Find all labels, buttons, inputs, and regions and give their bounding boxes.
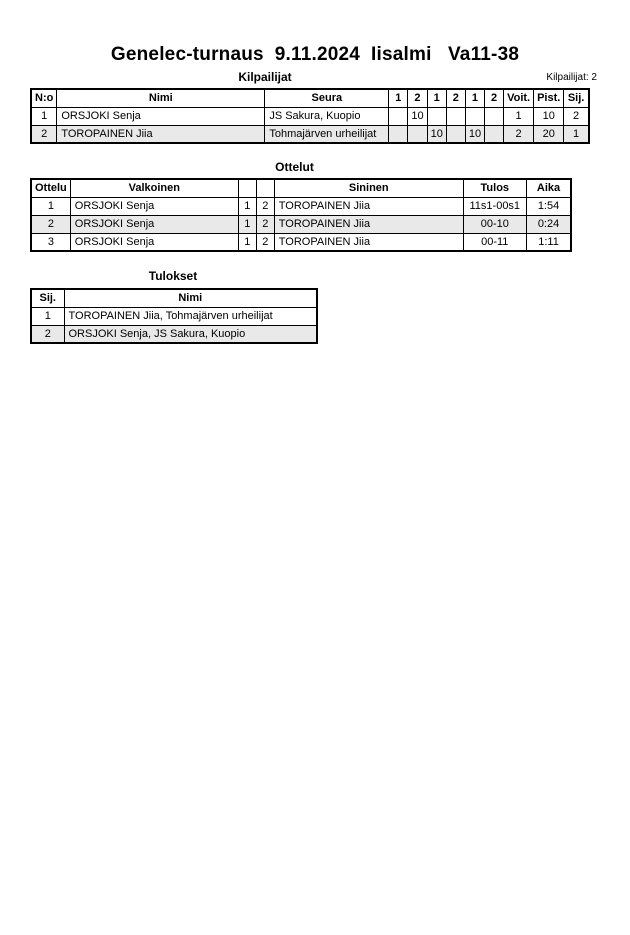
competitor-row — [31, 107, 589, 125]
col-blank-1 — [238, 179, 256, 197]
cell-sij: 1 — [31, 307, 64, 325]
ottelut-header-row — [31, 179, 571, 197]
cell-sij: 2 — [31, 325, 64, 343]
cell-round-5 — [465, 107, 484, 125]
cell-white-number: 1 — [238, 197, 256, 215]
cell-seura: Tohmajärven urheilijat — [265, 125, 389, 143]
cell-aika: 1:54 — [526, 197, 571, 215]
kilpailijat-header-row — [31, 89, 589, 107]
cell-blue-number: 2 — [256, 233, 274, 251]
tulokset-header-row — [31, 289, 317, 307]
col-no: N:o — [31, 89, 57, 107]
cell-nimi: TOROPAINEN Jiia — [57, 125, 265, 143]
cell-white-number: 1 — [238, 233, 256, 251]
match-row — [31, 233, 571, 251]
cell-round-6 — [485, 125, 504, 143]
col-sininen: Sininen — [274, 179, 463, 197]
col-blank-2 — [256, 179, 274, 197]
col-round-5: 1 — [465, 89, 484, 107]
cell-tulos: 11s1-00s1 — [463, 197, 526, 215]
cell-voit: 2 — [504, 125, 534, 143]
cell-pist: 20 — [534, 125, 564, 143]
kilpailijat-heading-row — [0, 70, 630, 85]
cell-ottelu: 1 — [31, 197, 70, 215]
cell-nimi: TOROPAINEN Jiia, Tohmajärven urheilijat — [64, 307, 317, 325]
kilpailijat-table — [30, 88, 590, 144]
col-voit: Voit. — [504, 89, 534, 107]
cell-round-2: 10 — [408, 107, 427, 125]
cell-nimi: ORSJOKI Senja — [57, 107, 265, 125]
cell-round-3 — [427, 107, 446, 125]
cell-aika: 1:11 — [526, 233, 571, 251]
col-round-4: 2 — [446, 89, 465, 107]
match-row — [31, 215, 571, 233]
cell-blue-number: 2 — [256, 197, 274, 215]
cell-pist: 10 — [534, 107, 564, 125]
col-nimi: Nimi — [57, 89, 265, 107]
cell-voit: 1 — [504, 107, 534, 125]
col-nimi: Nimi — [64, 289, 317, 307]
cell-sij: 2 — [564, 107, 589, 125]
ottelut-heading: Ottelut — [275, 160, 314, 174]
ottelut-table — [30, 178, 572, 252]
cell-sininen: TOROPAINEN Jiia — [274, 197, 463, 215]
cell-sij: 1 — [564, 125, 589, 143]
result-row — [31, 307, 317, 325]
cell-valkoinen: ORSJOKI Senja — [70, 197, 238, 215]
col-tulos: Tulos — [463, 179, 526, 197]
cell-sininen: TOROPAINEN Jiia — [274, 233, 463, 251]
competitor-row — [31, 125, 589, 143]
cell-round-4 — [446, 107, 465, 125]
col-round-1: 1 — [389, 89, 408, 107]
tulokset-table — [30, 288, 318, 344]
tulokset-heading: Tulokset — [148, 269, 198, 283]
col-pist: Pist. — [534, 89, 564, 107]
cell-tulos: 00-11 — [463, 233, 526, 251]
cell-round-6 — [485, 107, 504, 125]
cell-valkoinen: ORSJOKI Senja — [70, 215, 238, 233]
col-seura: Seura — [265, 89, 389, 107]
result-row — [31, 325, 317, 343]
cell-blue-number: 2 — [256, 215, 274, 233]
cell-round-1 — [389, 125, 408, 143]
kilpailijat-heading: Kilpailijat — [238, 70, 292, 84]
cell-white-number: 1 — [238, 215, 256, 233]
col-round-6: 2 — [485, 89, 504, 107]
col-aika: Aika — [526, 179, 571, 197]
cell-seura: JS Sakura, Kuopio — [265, 107, 389, 125]
col-ottelu: Ottelu — [31, 179, 70, 197]
cell-no: 2 — [31, 125, 57, 143]
cell-ottelu: 2 — [31, 215, 70, 233]
cell-round-4 — [446, 125, 465, 143]
col-sij: Sij. — [31, 289, 64, 307]
col-round-3: 1 — [427, 89, 446, 107]
col-sij: Sij. — [564, 89, 589, 107]
cell-no: 1 — [31, 107, 57, 125]
cell-tulos: 00-10 — [463, 215, 526, 233]
cell-sininen: TOROPAINEN Jiia — [274, 215, 463, 233]
cell-round-2 — [408, 125, 427, 143]
col-round-2: 2 — [408, 89, 427, 107]
cell-round-1 — [389, 107, 408, 125]
cell-ottelu: 3 — [31, 233, 70, 251]
page-title: Genelec-turnaus 9.11.2024 Iisalmi Va11-38 — [110, 44, 520, 65]
cell-nimi: ORSJOKI Senja, JS Sakura, Kuopio — [64, 325, 317, 343]
match-row — [31, 197, 571, 215]
col-valkoinen: Valkoinen — [70, 179, 238, 197]
cell-round-5: 10 — [465, 125, 484, 143]
cell-aika: 0:24 — [526, 215, 571, 233]
cell-round-3: 10 — [427, 125, 446, 143]
competitor-count-note: Kilpailijat: 2 — [546, 72, 597, 83]
cell-valkoinen: ORSJOKI Senja — [70, 233, 238, 251]
